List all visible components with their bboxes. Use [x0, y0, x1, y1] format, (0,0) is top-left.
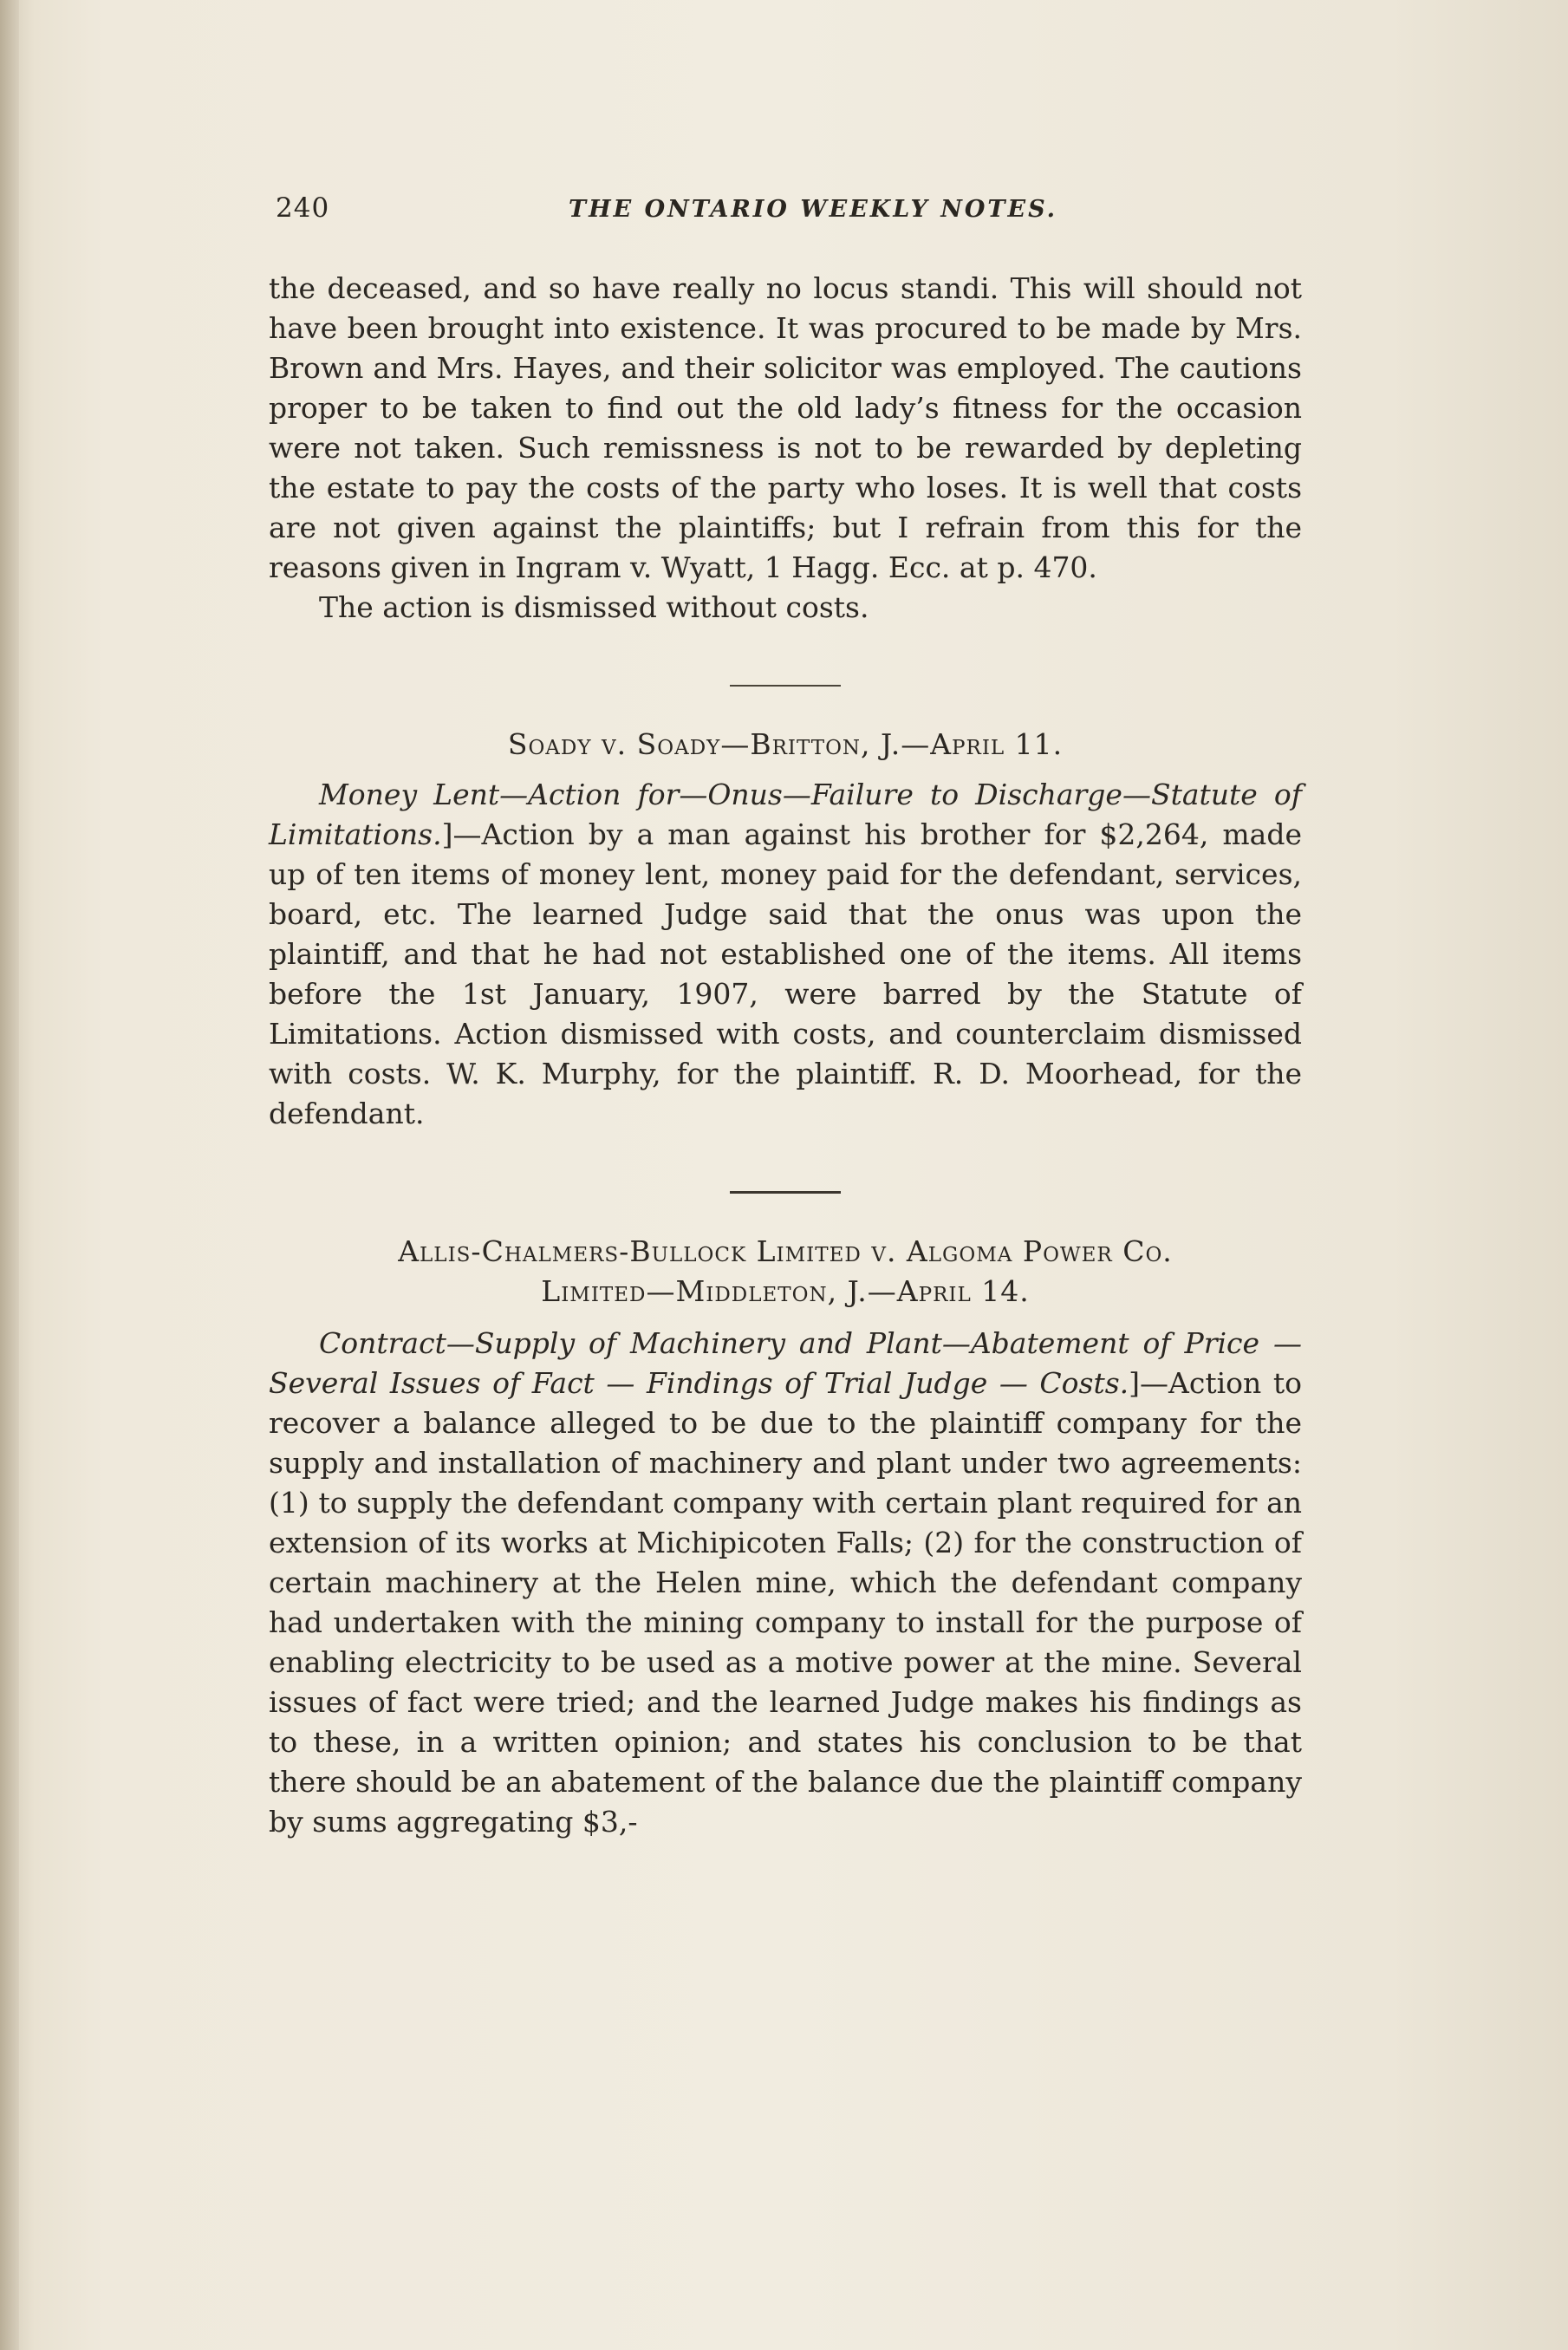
case-text-soady: ]—Action by a man against his brother for $2,264, made up of ten items of money lent, money paid for the defendant, services, board, etc. The learned Judge said that the onus was upon the plaintiff, and that he had not established one of the items. All items before the 1st January, 1907, were barred by the Statute of Limitations. Action dismissed with costs, and counterclaim dismissed with costs. W. K. Murphy, for the plaintiff. R. D. Moorhead, for the defendant.: [269, 817, 1302, 1130]
case-title-allis-chalmers: Allis-Chalmers-Bullock Limited v. Algoma Power Co.: [398, 1234, 1173, 1268]
case-caption-soady: Money Lent—Action for—Onus—Failure to Discharge—Statute of Limitations.: [269, 778, 1302, 851]
case-title-allis-chalmers-line2: Limited—Middleton, J.—April 14.: [541, 1274, 1030, 1308]
dismissal-paragraph: The action is dismissed without costs.: [319, 590, 869, 624]
page-body: [269, 269, 1302, 1842]
case-caption-allis-chalmers: Contract—Supply of Machinery and Plant—Abatement of Price — Several Issues of Fact — Findings of Trial Judge — Costs.: [269, 1326, 1302, 1400]
page-number: 240: [276, 192, 330, 224]
case-headnote-allis-chalmers: [269, 1324, 1302, 1842]
opening-paragraph: the deceased, and so have really no locus standi. This will should not have been brought into existence. It was procured to be made by Mrs. Brown and Mrs. Hayes, and their solicitor was employed. The cautions proper to be taken to find out the old lady’s fitness for the occasion were not taken. Such remissness is not to be rewarded by depleting the estate to pay the costs of the party who loses. It is well that costs are not given against the plaintiffs; but I refrain from this for the reasons given in Ingram v. Wyatt, 1 Hagg. Ecc. at p. 470.: [269, 271, 1302, 584]
section-divider: [730, 685, 841, 687]
case-text-allis-chalmers: ]—Action to recover a balance alleged to be due to the plaintiff company for the supply and installation of machinery and plant under two agreements: (1) to supply the defendant company with certain plant required for an extension of its works at Michipicoten Falls; (2) for the construction of certain machinery at the Helen mine, which the defendant company had undertaken with the mining company to install for the purpose of enabling electricity to be used as a motive power at the mine. Several issues of fact were tried; and the learned Judge makes his findings as to these, in a written opinion; and states his conclusion to be that there should be an abatement of the balance due the plaintiff company by sums aggregating $3,-: [269, 1366, 1302, 1839]
running-title: THE ONTARIO WEEKLY NOTES.: [568, 196, 1058, 223]
page-header: [276, 192, 1298, 236]
section-divider: [730, 1191, 841, 1194]
binding-gutter: [0, 0, 19, 2350]
case-title-soady: Soady v. Soady—Britton, J.—April 11.: [507, 727, 1064, 761]
case-headnote-soady: [269, 775, 1302, 1134]
